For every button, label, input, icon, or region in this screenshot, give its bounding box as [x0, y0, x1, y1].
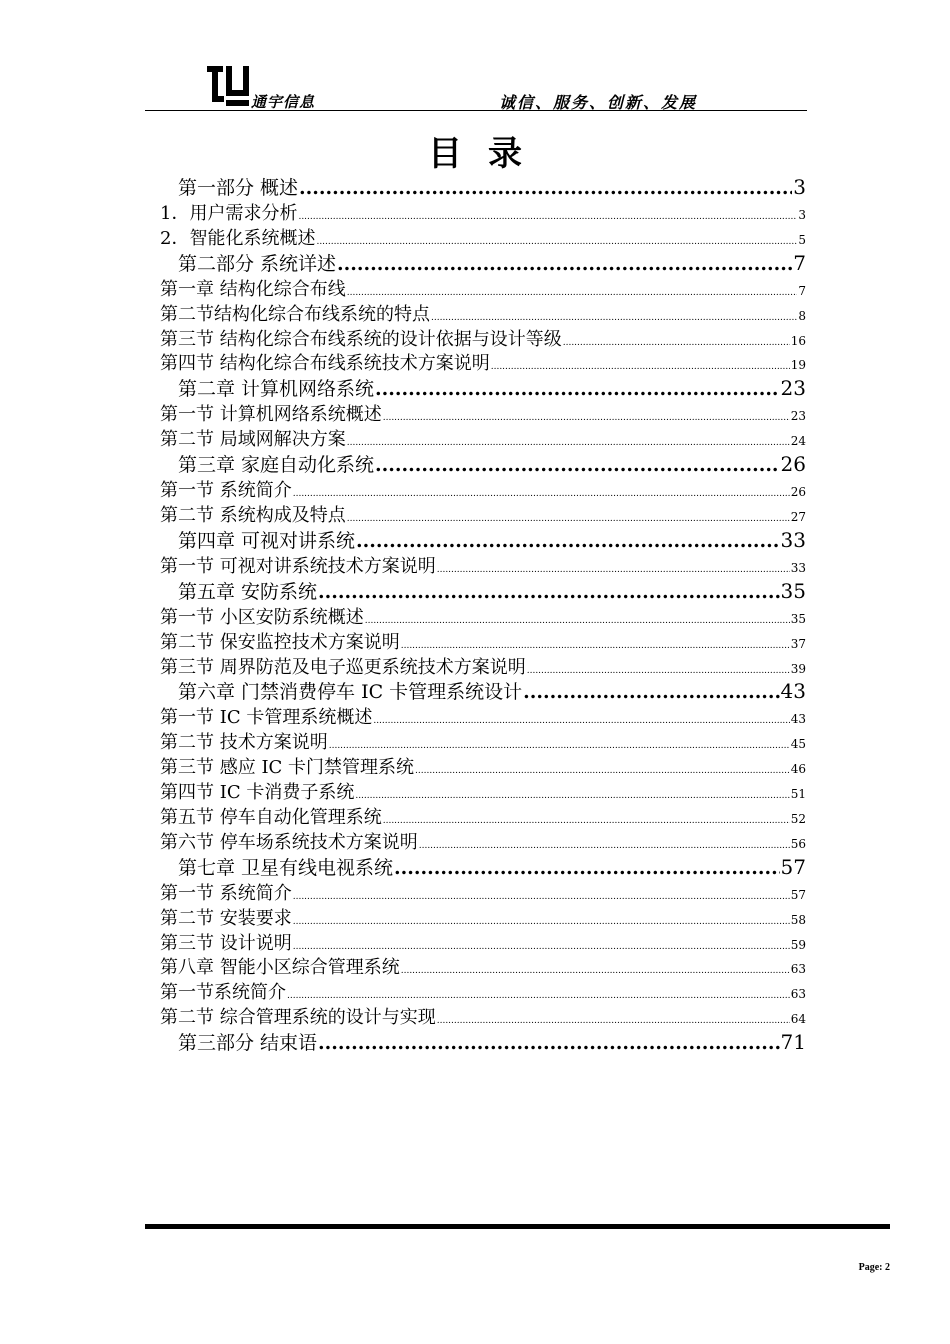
toc-entry[interactable]: [160, 374, 806, 400]
toc-dot-leader: [437, 1017, 790, 1026]
toc-dot-leader: [293, 943, 790, 952]
toc-entry[interactable]: [160, 224, 806, 249]
toc-dot-leader: [318, 1034, 780, 1053]
toc-entry[interactable]: [160, 929, 806, 954]
toc-entry-page: 26: [790, 485, 806, 500]
toc-entry-page: 8: [798, 308, 806, 323]
toc-entry[interactable]: [160, 728, 806, 753]
toc-entry-label: 第五章 安防系统: [178, 580, 318, 603]
toc-dot-leader: [373, 717, 789, 726]
toc-entry-label: 第二节 局域网解决方案: [160, 429, 346, 451]
toc-entry[interactable]: [160, 450, 806, 476]
toc-entry-page: 63: [790, 987, 806, 1002]
toc-entry-label: 第一节 系统简介: [160, 480, 292, 502]
toc-entry-page: 71: [780, 1030, 806, 1055]
toc-entry[interactable]: [160, 577, 806, 603]
toc-entry[interactable]: [160, 628, 806, 653]
toc-entry-label: 第二节 保安监控技术方案说明: [160, 631, 400, 653]
toc-entry-page: 3: [793, 175, 806, 199]
toc-entry-page: 57: [780, 854, 806, 879]
toc-dot-leader: [287, 992, 790, 1001]
toc-entry[interactable]: [160, 300, 806, 325]
toc-entry[interactable]: [160, 803, 806, 828]
page-header: [145, 64, 807, 112]
toc-entry-page: 56: [790, 836, 806, 851]
toc-entry-label: 第二节 系统构成及特点: [160, 505, 346, 527]
toc-entry-label: 第二部分 系统详述: [178, 252, 337, 275]
toc-entry[interactable]: [160, 501, 806, 526]
toc-entry-page: 63: [790, 962, 806, 977]
toc-entry[interactable]: [160, 978, 806, 1003]
toc-entry[interactable]: [160, 603, 806, 628]
toc-dot-leader: [347, 515, 790, 524]
toc-entry-page: 39: [790, 661, 806, 676]
toc-entry-label: 第三节 结构化综合布线系统的设计依据与设计等级: [160, 328, 562, 350]
toc-entry-page: 51: [790, 787, 806, 802]
toc-entry[interactable]: [160, 904, 806, 929]
toc-dot-leader: [401, 642, 790, 651]
toc-entry-label: 第三章 家庭自动化系统: [178, 454, 375, 477]
toc-entry-label: 第三节 设计说明: [160, 932, 292, 954]
toc-dot-leader: [383, 414, 790, 423]
toc-entry-label: 第三部分 结束语: [178, 1032, 318, 1055]
toc-entry-page: 7: [793, 250, 806, 275]
toc-entry-page: 7: [798, 283, 806, 298]
toc-dot-leader: [293, 490, 790, 499]
toc-entry-page: 45: [790, 737, 806, 752]
toc-entry-label: 第三节 周界防范及电子巡更系统技术方案说明: [160, 656, 526, 678]
toc-entry-page: 5: [798, 232, 806, 247]
toc-dot-leader: [523, 683, 779, 702]
toc-entry[interactable]: [160, 953, 806, 978]
toc-dot-leader: [347, 439, 790, 448]
toc-entry-page: 59: [790, 937, 806, 952]
toc-entry[interactable]: [160, 199, 806, 224]
toc-entry-page: 57: [790, 887, 806, 902]
toc-entry-label: 第二节 技术方案说明: [160, 732, 328, 754]
toc-dot-leader: [527, 667, 790, 676]
toc-entry-page: 33: [780, 527, 806, 552]
toc-entry-page: 33: [790, 560, 806, 575]
toc-dot-leader: [415, 767, 790, 776]
toc-dot-leader: [394, 859, 780, 878]
toc-entry[interactable]: [160, 526, 806, 552]
toc-entry-label: 第一节 小区安防系统概述: [160, 606, 364, 628]
toc-entry-page: 46: [790, 762, 806, 777]
tu-logo-icon: [207, 66, 255, 108]
toc-entry-page: 52: [790, 812, 806, 827]
toc-entry[interactable]: [160, 677, 806, 703]
toc-dot-leader: [299, 179, 792, 198]
toc-entry[interactable]: [160, 753, 806, 778]
toc-entry-page: 37: [790, 636, 806, 651]
toc-entry-label: 第一节 IC 卡管理系统概述: [160, 707, 373, 729]
toc-entry-label: 第一节 系统简介: [160, 882, 292, 904]
toc-dot-leader: [419, 842, 790, 851]
toc-dot-leader: [318, 583, 780, 602]
toc-dot-leader: [329, 742, 790, 751]
toc-entry-page: 58: [790, 912, 806, 927]
toc-dot-leader: [375, 380, 780, 399]
toc-entry-label: 第二节结构化综合布线系统的特点: [160, 303, 430, 325]
toc-entry[interactable]: [160, 349, 806, 374]
toc-dot-leader: [298, 213, 797, 222]
page-number: Page: 2: [858, 1262, 890, 1273]
toc-entry[interactable]: [160, 1028, 806, 1054]
toc-entry-page: 3: [798, 208, 806, 222]
toc-entry-label: 第二章 计算机网络系统: [178, 378, 375, 401]
toc-entry-label: 第八章 智能小区综合管理系统: [160, 957, 400, 979]
toc-entry[interactable]: [160, 853, 806, 879]
toc-entry-page: 27: [790, 510, 806, 525]
toc-entry-page: 35: [790, 611, 806, 626]
toc-dot-leader: [355, 792, 789, 801]
toc-entry[interactable]: [160, 828, 806, 853]
brand-name: 通宇信息: [251, 93, 316, 111]
toc-dot-leader: [491, 363, 790, 372]
toc-entry[interactable]: [160, 400, 806, 425]
toc-entry[interactable]: [160, 703, 806, 728]
toc-entry-label: 第七章 卫星有线电视系统: [178, 856, 394, 879]
toc-entry-page: 43: [780, 679, 806, 704]
toc-entry[interactable]: [160, 249, 806, 275]
toc-dot-leader: [563, 339, 790, 348]
header-rule: [145, 110, 807, 111]
toc-entry-page: 19: [790, 358, 806, 373]
footer-rule: [145, 1224, 890, 1229]
toc-entry[interactable]: [160, 325, 806, 350]
toc-dot-leader: [356, 532, 780, 551]
toc-entry-page: 64: [790, 1012, 806, 1027]
toc-dot-leader: [383, 817, 790, 826]
toc-entry[interactable]: [160, 653, 806, 678]
toc-dot-leader: [401, 967, 790, 976]
toc-entry-label: 第三节 感应 IC 卡门禁管理系统: [160, 757, 415, 779]
toc-entry-label: 第六章 门禁消费停车 IC 卡管理系统设计: [178, 681, 523, 704]
toc-entry-label: 第六节 停车场系统技术方案说明: [160, 831, 418, 853]
toc-entry-label: 第一部分 概述: [178, 177, 299, 199]
toc-entry-label: 第一章 结构化综合布线: [160, 278, 346, 300]
toc-dot-leader: [365, 617, 790, 626]
toc-entry[interactable]: [160, 275, 806, 300]
toc-entry-page: 16: [790, 333, 806, 348]
toc-entry-label: 第四章 可视对讲系统: [178, 529, 356, 552]
toc-entry-page: 35: [780, 578, 806, 603]
toc-entry[interactable]: [160, 173, 806, 199]
toc-entry[interactable]: [160, 879, 806, 904]
toc-entry-page: 24: [790, 434, 806, 449]
toc-dot-leader: [375, 456, 780, 475]
toc-dot-leader: [293, 893, 790, 902]
toc-entry-label: 2．智能化系统概述: [160, 227, 316, 249]
toc-entry-label: 第四节 结构化综合布线系统技术方案说明: [160, 353, 490, 375]
toc-dot-leader: [293, 918, 790, 927]
toc-entry-label: 第五节 停车自动化管理系统: [160, 807, 382, 829]
toc-entry-page: 26: [780, 452, 806, 477]
toc-entry-label: 第二节 综合管理系统的设计与实现: [160, 1007, 436, 1029]
toc-entry-page: 23: [790, 409, 806, 424]
header-slogan: 诚信、服务、创新、发展: [499, 93, 698, 112]
toc-entry-page: 23: [780, 376, 806, 401]
toc-entry-label: 第一节系统简介: [160, 982, 286, 1004]
toc-entry-page: 43: [790, 712, 806, 727]
toc-entry-label: 1．用户需求分析: [160, 203, 298, 224]
toc-dot-leader: [316, 238, 797, 247]
toc-title: 目录: [428, 134, 548, 174]
toc-dot-leader: [437, 566, 790, 575]
toc-dot-leader: [337, 255, 792, 274]
toc-entry-label: 第二节 安装要求: [160, 907, 292, 929]
toc-entry-label: 第一节 计算机网络系统概述: [160, 404, 382, 426]
toc-dot-leader: [431, 314, 797, 323]
toc-entry[interactable]: [160, 1003, 806, 1028]
toc-entry[interactable]: [160, 778, 806, 803]
toc-entry-label: 第四节 IC 卡消费子系统: [160, 782, 355, 804]
toc-entry[interactable]: [160, 425, 806, 450]
toc-entry[interactable]: [160, 552, 806, 577]
table-of-contents: [160, 173, 806, 1054]
toc-entry[interactable]: [160, 476, 806, 501]
toc-entry-label: 第一节 可视对讲系统技术方案说明: [160, 555, 436, 577]
toc-dot-leader: [347, 289, 798, 298]
